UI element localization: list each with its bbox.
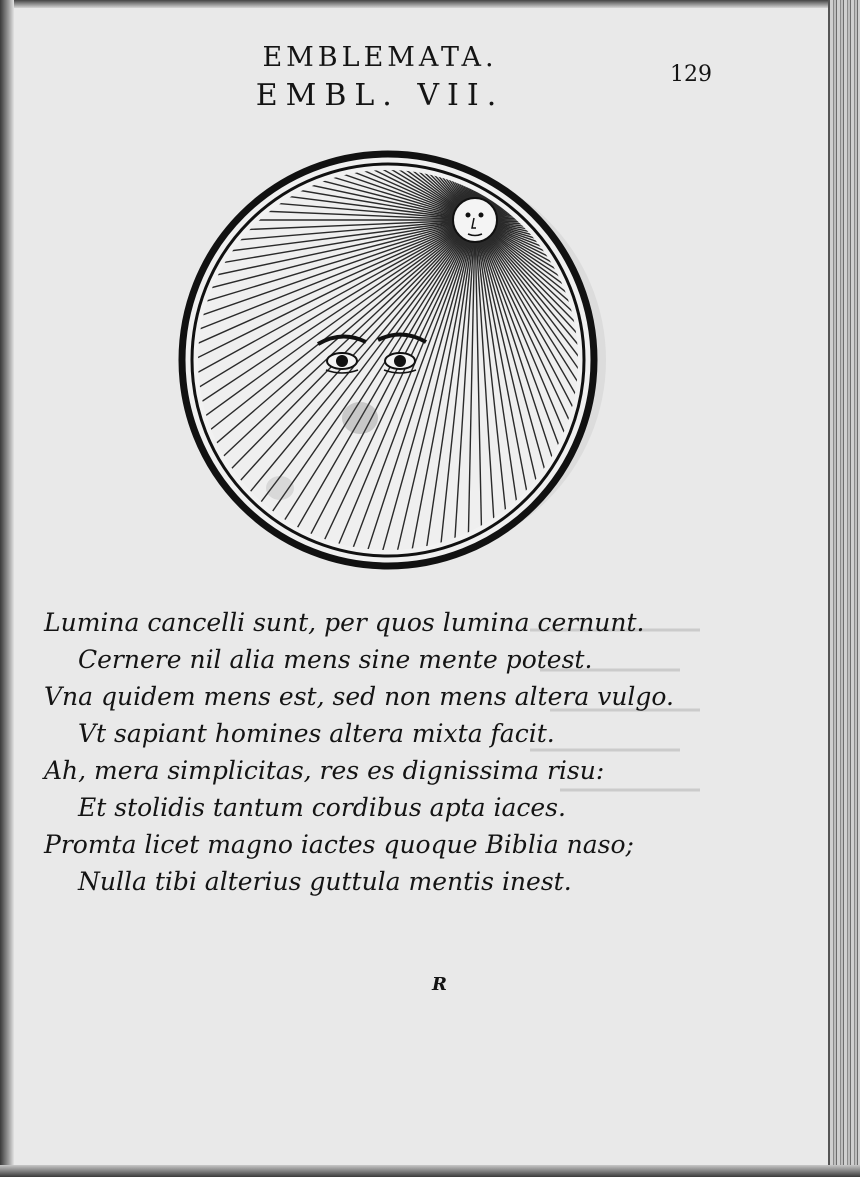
small-sun-icon (453, 198, 497, 242)
page-gutter (0, 0, 14, 1177)
emblem-sun-eyes-icon (170, 148, 610, 578)
verse-line: Promta licet magno iactes quoque Biblia naso; (44, 830, 634, 859)
verse-line: Nulla tibi alterius guttula mentis inest. (78, 867, 572, 896)
running-title: EMBLEMATA. (262, 42, 498, 73)
emblem-number: EMBL. VII. (255, 78, 505, 113)
bleed-through-ghost (520, 610, 700, 816)
page-top-edge (0, 0, 860, 8)
page-bottom-edge (0, 1165, 860, 1177)
verse-line: Et stolidis tantum cordibus apta iaces. (78, 793, 566, 822)
page-fore-edge (828, 0, 860, 1177)
verse-line: Vna quidem mens est, sed non mens altera vulgo. (44, 682, 674, 711)
verse-line: Lumina cancelli sunt, per quos lumina cernunt. (44, 608, 645, 637)
signature-mark: R (432, 974, 447, 995)
verse-line: Ah, mera simplicitas, res es dignissima risu: (44, 756, 605, 785)
verse-line: Vt sapiant homines altera mixta facit. (78, 719, 555, 748)
verse-line: Cernere nil alia mens sine mente potest. (78, 645, 593, 674)
page-number: 129 (670, 62, 712, 87)
